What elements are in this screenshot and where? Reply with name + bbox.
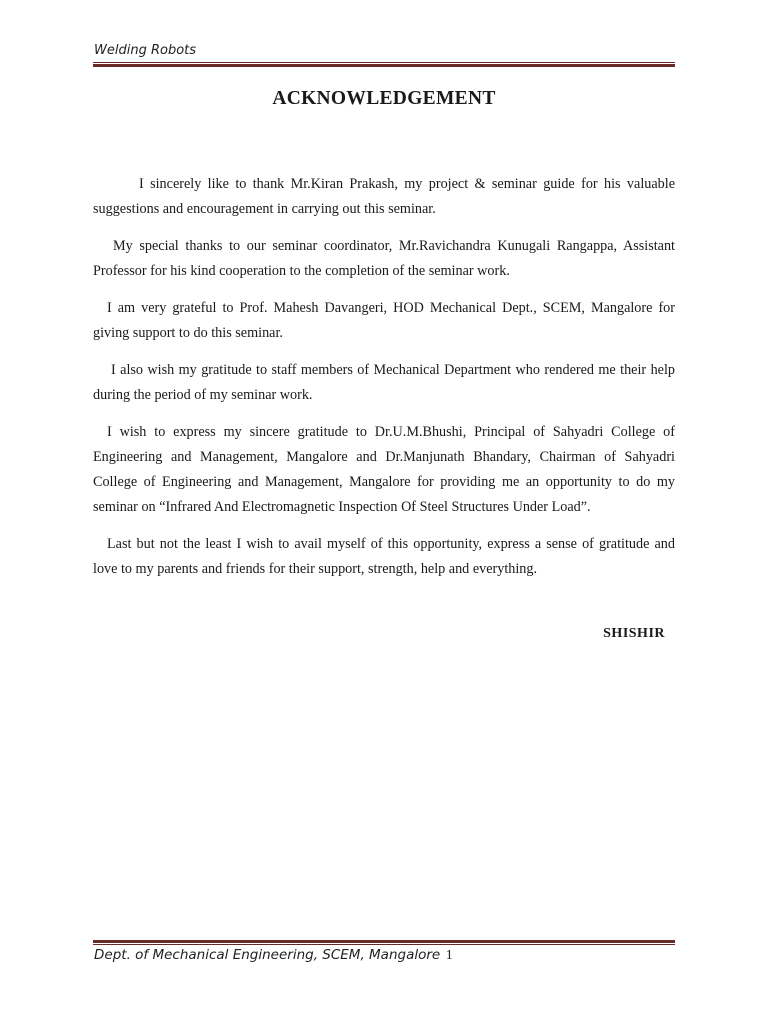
header-rule-thick xyxy=(93,64,675,67)
footer-rule-thin xyxy=(93,944,675,945)
paragraph: I sincerely like to thank Mr.Kiran Prakash, my project & seminar guide for his valuable suggestions and encouragement in carrying out this seminar. xyxy=(93,176,675,217)
paragraph: I wish to express my sincere gratitude to Dr.U.M.Bhushi, Principal of Sahyadri College of Engineering and Management, Mangalore and Dr.Manjunath Bhandary, Chairman of Sahyadri College of Engineering and Management, Mangalore for providing me an opportunity to do my seminar on “Infrared And Electromagnetic Inspection Of Steel Structures Under Load”. xyxy=(93,424,675,515)
acknowledgement-body xyxy=(93,172,675,594)
running-header: Welding Robots xyxy=(94,43,197,58)
header-rule-thin xyxy=(93,62,675,63)
signature: SHISHIR xyxy=(603,626,665,641)
footer-rule-thick xyxy=(93,940,675,943)
paragraph: I also wish my gratitude to staff members of Mechanical Department who rendered me their help during the period of my seminar work. xyxy=(93,362,675,403)
running-footer xyxy=(94,947,453,964)
paragraph: My special thanks to our seminar coordinator, Mr.Ravichandra Kunugali Rangappa, Assistant Professor for his kind cooperation to the completion of the seminar work. xyxy=(93,238,675,279)
footer-department: Dept. of Mechanical Engineering, SCEM, Mangalore xyxy=(94,947,441,963)
page-number: 1 xyxy=(445,948,453,963)
page-title: ACKNOWLEDGEMENT xyxy=(272,88,496,109)
paragraph: Last but not the least I wish to avail myself of this opportunity, express a sense of gratitude and love to my parents and friends for their support, strength, help and everything. xyxy=(93,536,675,577)
paragraph: I am very grateful to Prof. Mahesh Davangeri, HOD Mechanical Dept., SCEM, Mangalore for giving support to do this seminar. xyxy=(93,300,675,341)
